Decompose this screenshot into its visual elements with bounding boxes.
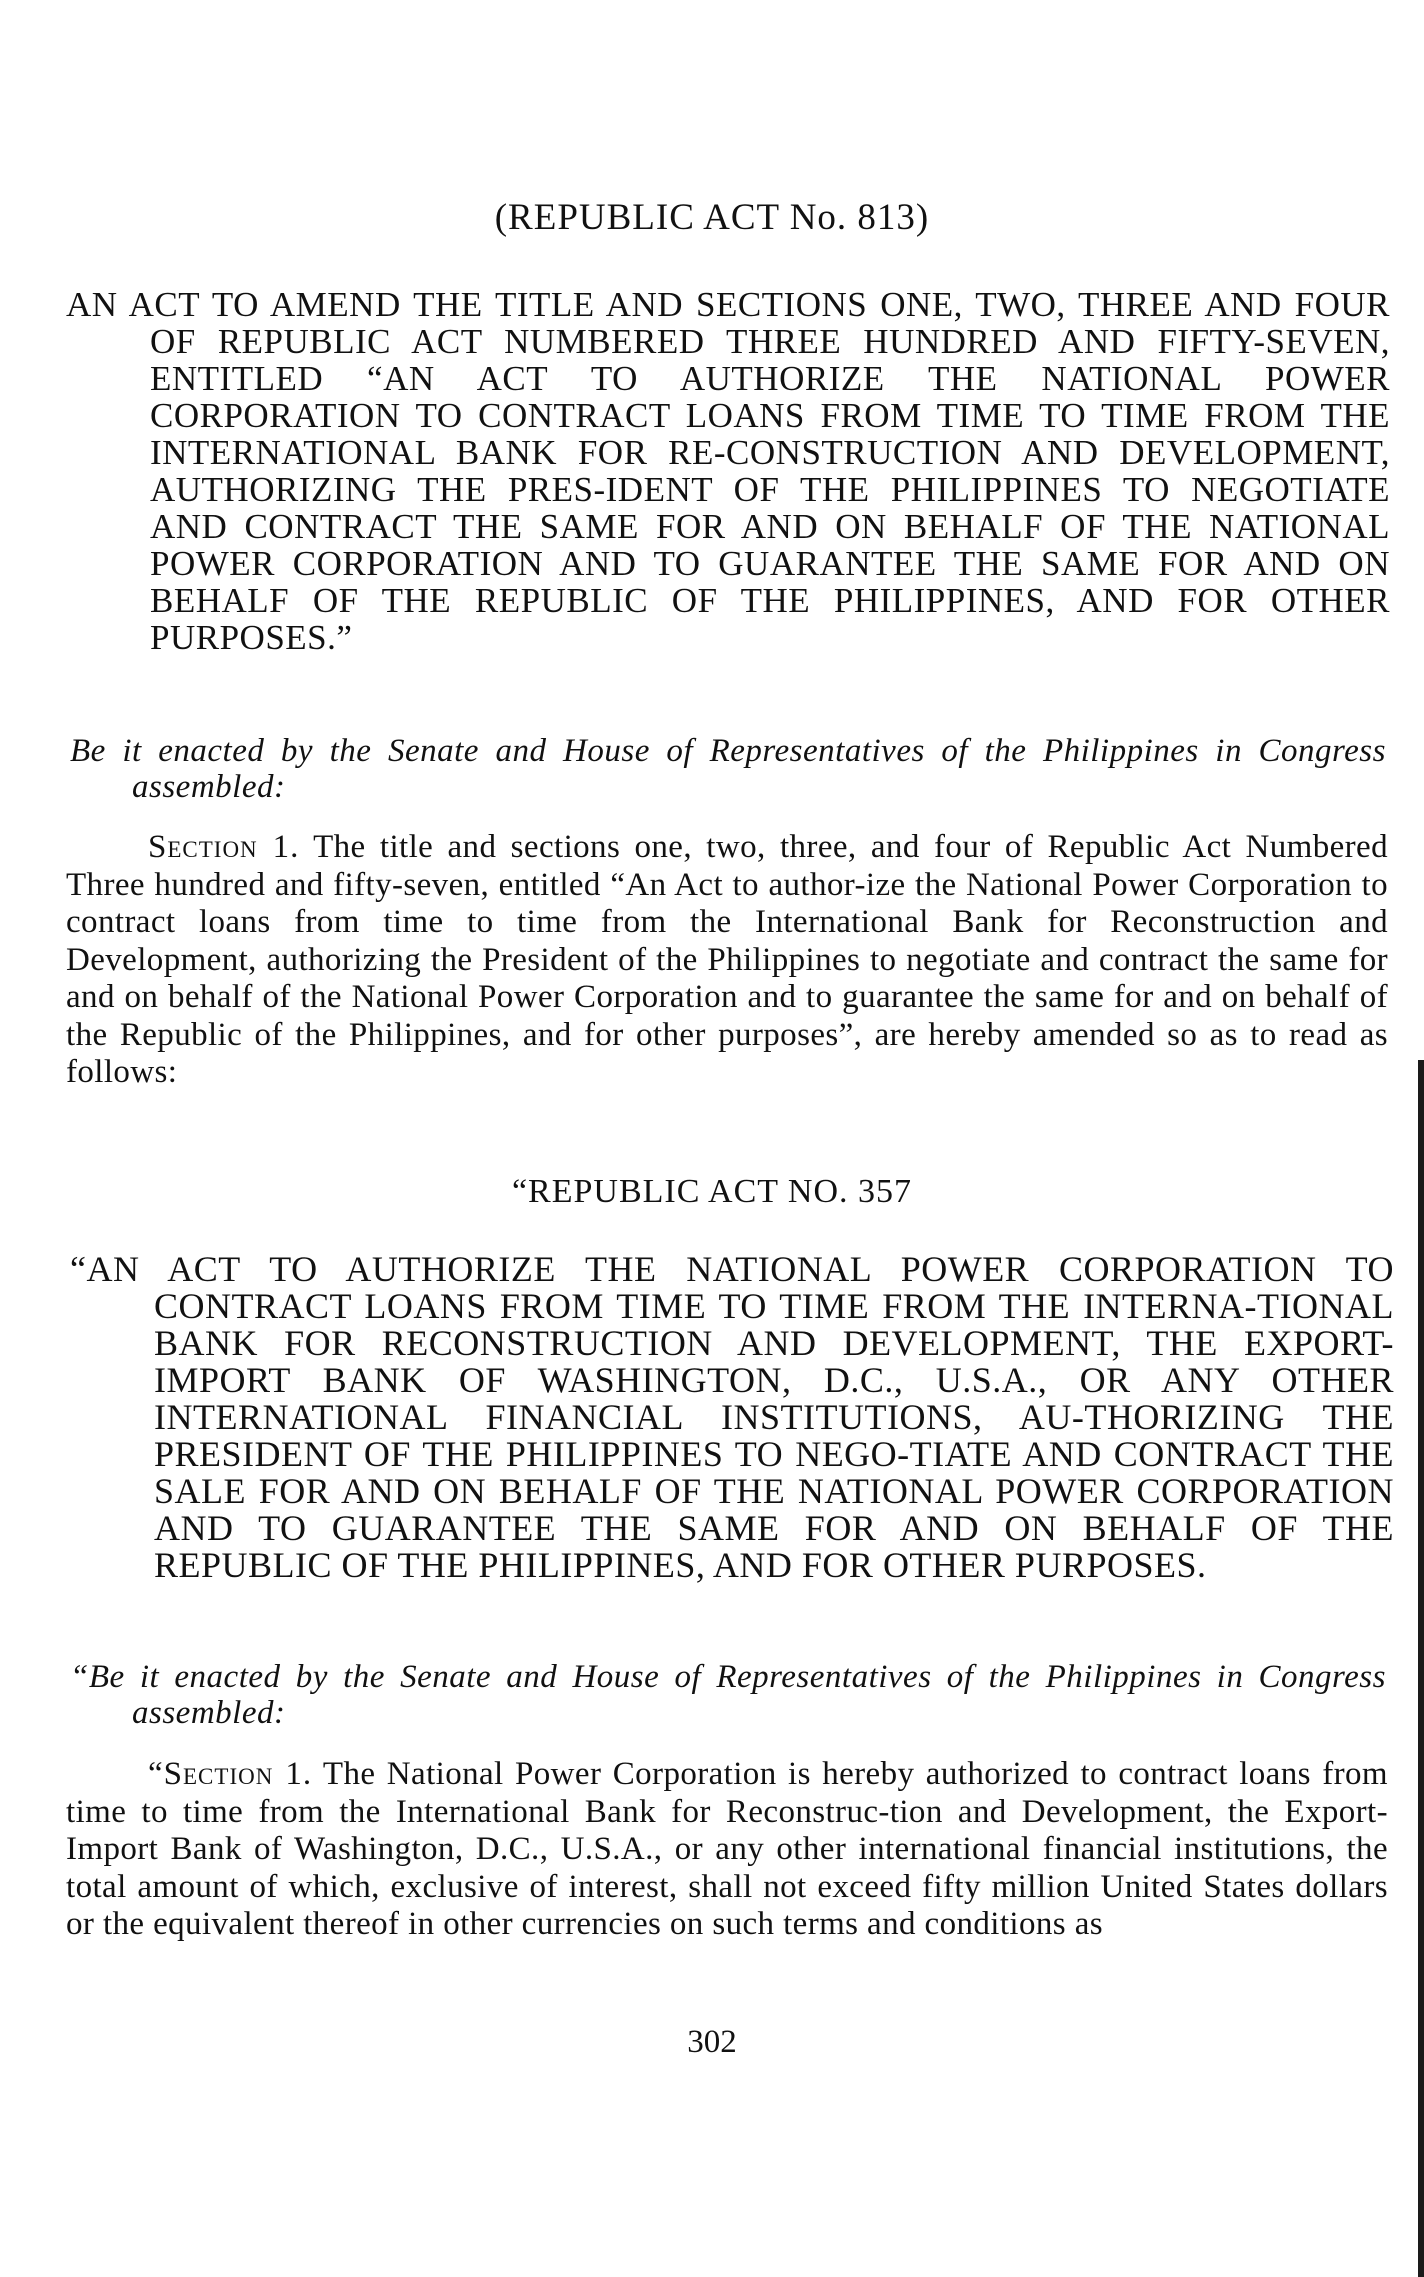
section-1-label: Section 1. [148, 829, 300, 865]
quoted-act-heading: “REPUBLIC ACT NO. 357 [511, 1173, 913, 1210]
page-number: 302 [687, 2024, 737, 2060]
quoted-act-title: “AN ACT TO AUTHORIZE THE NATIONAL POWER CORPORATION TO CONTRACT LOANS FROM TIME TO TIME FROM THE INTERNA-TIONAL BANK FOR RECONSTRUCTION AND DEVELOPMENT, THE EXPORT-IMPORT BANK OF WASHINGTON, D.C., U.S.A., OR ANY OTHER INTERNATIONAL FINANCIAL INSTITUTIONS, AU-THORIZING THE PRESIDENT OF THE PHILIPPINES TO NEGO-TIATE AND CONTRACT THE SALE FOR AND ON BEHALF OF THE NATIONAL POWER CORPORATION AND TO GUARANTEE THE SAME FOR AND ON BEHALF OF THE REPUBLIC OF THE PHILIPPINES, AND FOR OTHER PURPOSES. [70, 1249, 1394, 1585]
quoted-section-1-label: “Section 1. [148, 1756, 313, 1792]
quoted-enacting-clause: “Be it enacted by the Senate and House of Representatives of the Philippines in Congress assembled: [70, 1659, 1386, 1731]
section-1-paragraph [66, 829, 1388, 1092]
quoted-section-1-paragraph [66, 1756, 1388, 1944]
act-title: AN ACT TO AMEND THE TITLE AND SECTIONS ONE, TWO, THREE AND FOUR OF REPUBLIC ACT NUMBERED THREE HUNDRED AND FIFTY-SEVEN, ENTITLED “AN ACT TO AUTHORIZE THE NATIONAL POWER CORPORATION TO CONTRACT LOANS FROM TIME TO TIME FROM THE INTERNATIONAL BANK FOR RE-CONSTRUCTION AND DEVELOPMENT, AUTHORIZING THE PRES-IDENT OF THE PHILIPPINES TO NEGOTIATE AND CONTRACT THE SAME FOR AND ON BEHALF OF THE NATIONAL POWER CORPORATION AND TO GUARANTEE THE SAME FOR AND ON BEHALF OF THE REPUBLIC OF THE PHILIPPINES, AND FOR OTHER PURPOSES.” [66, 285, 1390, 657]
section-1-text: The title and sections one, two, three, and four of Republic Act Numbered Three hundred and fifty-seven, entitled “An Act to author-ize the National Power Corporation to contract loans from time to time from the International Bank for Reconstruction and Development, authorizing the President of the Philippines to negotiate and contract the same for and on behalf of the National Power Corporation and to guarantee the same for and on behalf of the Republic of the Philippines, and for other purposes”, are hereby amended so as to read as follows: [66, 829, 1388, 1090]
act-number-heading: (REPUBLIC ACT No. 813) [494, 197, 930, 238]
quoted-section-1-text: The National Power Corporation is hereby authorized to contract loans from time to time from the International Bank for Reconstruc-tion and Development, the Export-Import Bank of Washington, D.C., U.S.A., or any other international financial institutions, the total amount of which, exclusive of interest, shall not exceed fifty million United States dollars or the equivalent thereof in other currencies on such terms and conditions as [66, 1756, 1388, 1942]
page-edge-shadow [1418, 1060, 1424, 2277]
enacting-clause: Be it enacted by the Senate and House of Representatives of the Philippines in Congress assembled: [70, 733, 1386, 805]
